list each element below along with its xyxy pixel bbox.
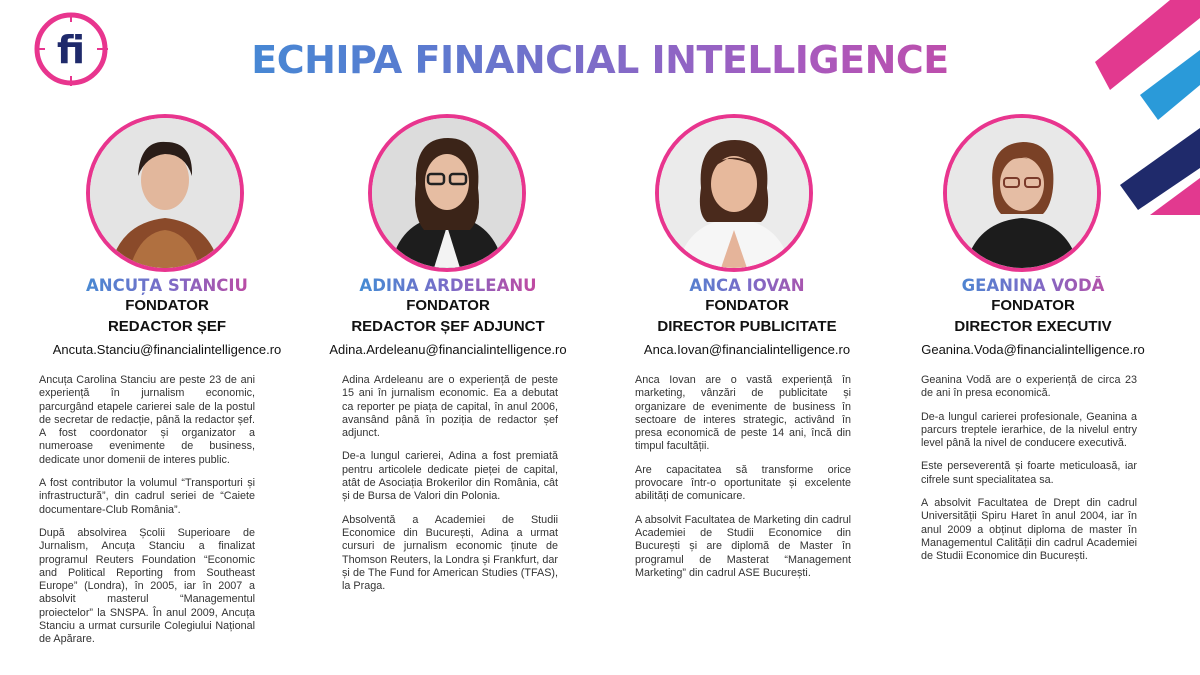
member-email[interactable]: Geanina.Voda@financialintelligence.ro xyxy=(921,342,1145,357)
portrait-photo xyxy=(86,114,244,272)
member-email[interactable]: Adina.Ardeleanu@financialintelligence.ro xyxy=(329,342,567,357)
member-position: REDACTOR ȘEF ADJUNCT xyxy=(351,318,545,335)
member-name: ANCUȚA STANCIU xyxy=(37,276,297,295)
bio-paragraph: A fost contributor la volumul “Transporturi și infrastructură”, din cadrul seriei de “Caiete documentare-Club România”. xyxy=(39,477,255,516)
member-bio xyxy=(921,374,1137,574)
portrait-photo xyxy=(943,114,1101,272)
member-bio xyxy=(342,374,558,603)
member-email[interactable]: Anca.Iovan@financialintelligence.ro xyxy=(643,342,851,357)
bio-paragraph: Are capacitatea să transforme orice provocare într-o oportunitate și excelente abilități de comunicare. xyxy=(635,463,851,503)
member-name: ANCA IOVAN xyxy=(617,276,877,295)
member-name: ADINA ARDELEANU xyxy=(318,276,578,295)
bio-paragraph: A absolvit Facultatea de Drept din cadrul Universității Spiru Haret în anul 2004, iar în anul 2009 a obținut diploma de master în Managementul Calității din cadrul Academiei de Studii Economice din București. xyxy=(921,497,1137,563)
member-bio xyxy=(635,374,851,590)
member-role: FONDATOR xyxy=(991,297,1075,314)
member-position: DIRECTOR EXECUTIV xyxy=(954,318,1112,335)
member-name: GEANINA VODĂ xyxy=(903,276,1163,295)
member-email[interactable]: Ancuta.Stanciu@financialintelligence.ro xyxy=(52,342,282,357)
bio-paragraph: A absolvit Facultatea de Marketing din cadrul Academiei de Studii Economice din București și are diplomă de Master în programul de Masterat “Management Marketing” din cadrul ASE București. xyxy=(635,513,851,579)
member-position: REDACTOR ȘEF xyxy=(107,318,227,335)
bio-paragraph: Adina Ardeleanu are o experiență de peste 15 ani în jurnalism economic. Ea a debutat ca reporter pe piața de capital, în anul 2006, avansând până în poziția de redactor șef adjunct. xyxy=(342,374,558,440)
bio-paragraph: Absolventă a Academiei de Studii Economice din București, Adina a urmat cursuri de jurnalism economic ținute de Thomson Reuters, la Londra și Frankfurt, dar și de The Fund for American Studies (TFAS), la Praga. xyxy=(342,513,558,593)
bio-paragraph: Anca Iovan are o vastă experiență în marketing, vânzări de publicitate și organizare de evenimente de business în sectoare de interes strategic, activând în presa economică de peste 14 ani, încă din timpul facultății. xyxy=(635,374,851,453)
member-role: FONDATOR xyxy=(406,297,490,314)
member-role: FONDATOR xyxy=(125,297,209,314)
portrait-photo xyxy=(655,114,813,272)
bio-paragraph: După absolvirea Școlii Superioare de Jurnalism, Ancuța Stanciu a finalizat programul Reuters Foundation “Economic and Political Reporting from Southeast Europe” (Londra), în 2005, iar în 2007 a absolvit masterul “Managementul proiectelor” la SNSPA. În anul 2009, Ancuța Stanciu a urmat cursurile Colegiului Național de Apărare. xyxy=(39,526,255,646)
member-bio xyxy=(39,374,255,657)
bio-paragraph: Geanina Vodă are o experiență de circa 23 de ani în presa economică. xyxy=(921,374,1137,400)
bio-paragraph: De-a lungul carierei profesionale, Geanina a parcurs treptele ierarhice, de la nivelul entry level până la nivel de conducere executivă. xyxy=(921,410,1137,450)
member-position: DIRECTOR PUBLICITATE xyxy=(657,318,837,335)
member-role: FONDATOR xyxy=(705,297,789,314)
bio-paragraph: Ancuța Carolina Stanciu are peste 23 de ani experiență în jurnalism economic, parcurgând etapele carierei sale de la postul de secretar de redacție, până la redactor șef. A fost coordonator și organizator a numeroase evenimente de business, dedicate unor domenii de interes public. xyxy=(39,374,255,466)
page-title: ECHIPA FINANCIAL INTELLIGENCE xyxy=(0,38,1200,82)
bio-paragraph: Este perseverentă și foarte meticuloasă, iar cifrele sunt specialitatea sa. xyxy=(921,460,1137,486)
portrait-photo xyxy=(368,114,526,272)
bio-paragraph: De-a lungul carierei, Adina a fost premiată pentru articolele dedicate pieței de capital, atât de Asociația Brokerilor din România, cât și de Bursa de Valori din Polonia. xyxy=(342,450,558,503)
